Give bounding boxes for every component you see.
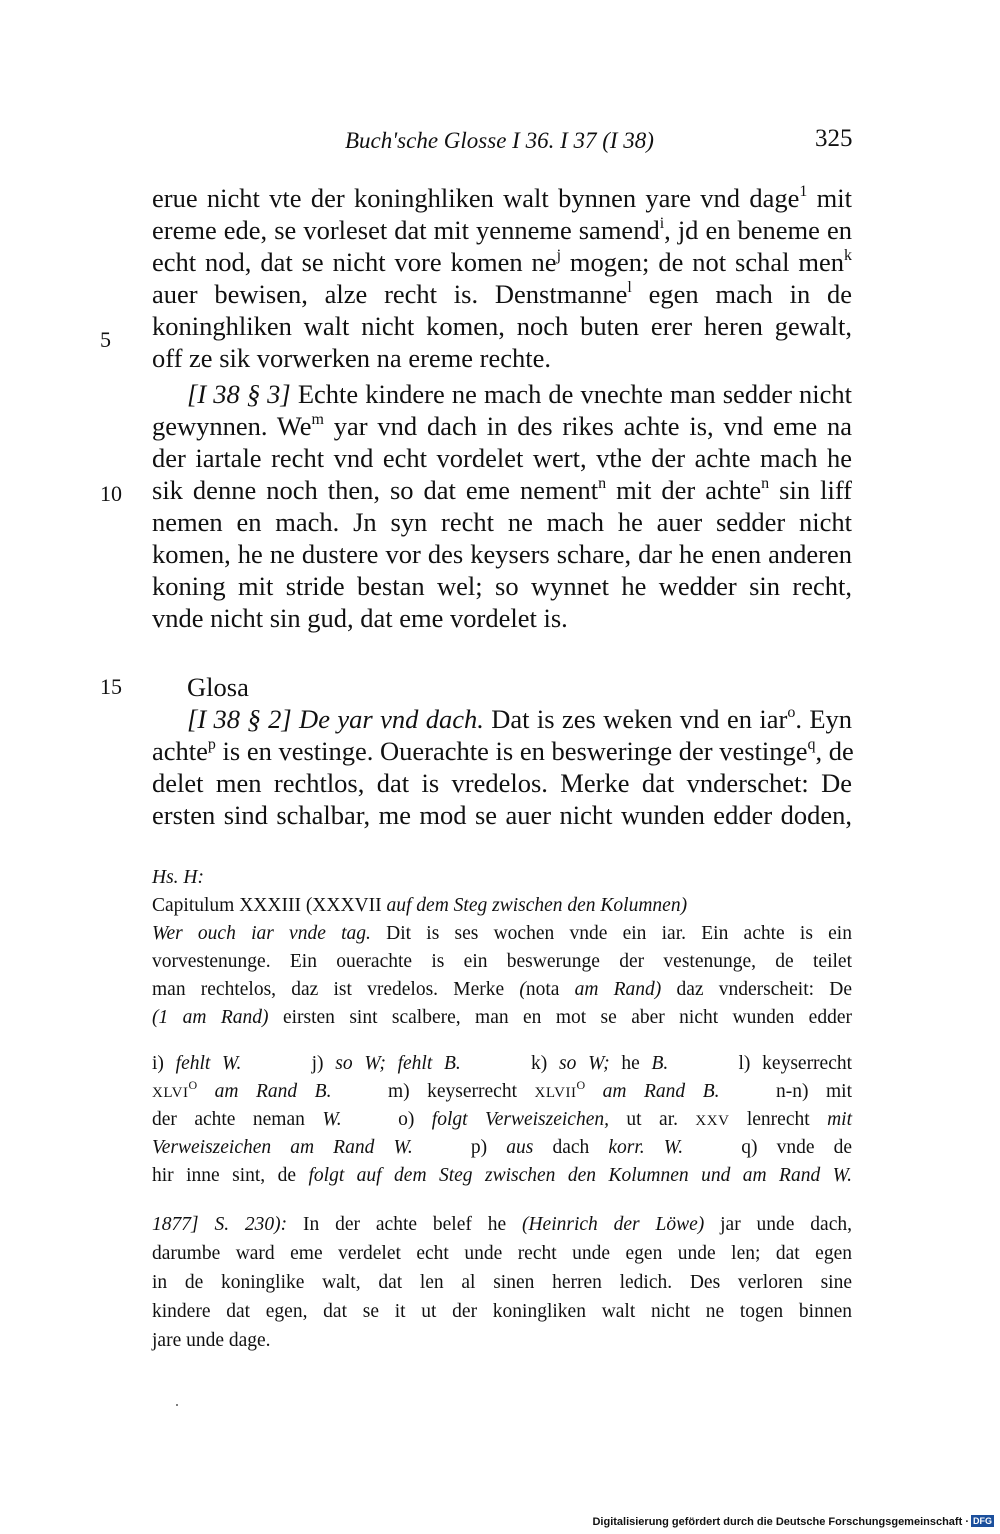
text-line: vnde nicht sin gud, dat eme vordelet is. (152, 603, 568, 633)
text-line: erue nicht vte der koninghliken walt bynnen yare vnd dage$^1$ mit (152, 183, 852, 213)
footnote-line: i) fehlt W. j) so W; fehlt B. k) so W; he B. l) keyserrecht (152, 1053, 853, 1074)
line-number: 15 (100, 674, 122, 699)
text-line: vorvestenunge. Ein ouerachte is ein beswerunge der vestenunge, de teilet (152, 951, 852, 972)
footnote-line: Verweiszeichen am Rand W. p) aus dach korr. W. q) vnde de (152, 1137, 852, 1158)
manuscript-siglum: Hs. H: (152, 867, 204, 888)
text-line: nemen en mach. Jn syn recht ne mach he auer sedder nicht (152, 507, 852, 537)
text-line: sik denne noch then, so dat eme nement$^n$ mit der achte$^n$ sin liff (152, 475, 852, 505)
text-line: off ze sik vorwerken na ereme rechte. (152, 343, 552, 373)
text-line: Wer ouch iar vnde tag. Dit is ses wochen vnde ein iar. Ein achte is ein (152, 923, 852, 944)
text-line: Capitulum XXXIII (XXXVII auf dem Steg zwischen den Kolumnen) (152, 895, 688, 916)
text-line: [I 38 § 2] De yar vnd dach. Dat is zes weken vnd en iar$^o$. Eyn (187, 704, 853, 734)
footnote-line: der achte neman W. o) folgt Verweiszeichen, ut ar. XXV lenrecht mit (152, 1109, 853, 1130)
text-line: darumbe ward eme verdelet echt unde recht unde egen unde len; dat egen (152, 1243, 852, 1264)
lemma: De yar vnd dach. (291, 704, 484, 734)
text-line: 1877] S. 230): In der achte belef he (Heinrich der Löwe) jar unde dach, (152, 1214, 852, 1235)
section-reference: [I 38 § 2] (187, 704, 292, 734)
text-line: gewynnen. We$^m$ yar vnd dach in des rikes achte is, vnd eme na (152, 411, 852, 441)
text-line: delet men rechtlos, dat is vredelos. Merke dat vnderschet: De (152, 768, 852, 798)
dfg-logo-icon: DFG (973, 1516, 992, 1526)
speck (176, 1404, 178, 1406)
text-line: der iartale recht vnd echt vordelet wert, vthe der achte mach he (152, 443, 852, 473)
glosa-heading: Glosa (187, 672, 249, 702)
text-line: [I 38 § 3] Echte kindere ne mach de vnechte man sedder nicht (187, 379, 852, 409)
running-head (0, 125, 1000, 162)
text-line: achte$^p$ is en vestinge. Oueracht​e is en besweringe der vestinge$^q$, de (152, 736, 854, 766)
footnote-line: $XLVI^O$ am Rand B. m) keyserrecht $XLVII^O$ am Rand B. n-n) mit (152, 1078, 853, 1102)
text-line: koninghliken walt nicht komen, noch buten erer heren gewalt, (152, 311, 852, 341)
text-line: kindere dat egen, dat se it ut der koningliken walt nicht ne togen binnen (152, 1301, 852, 1322)
text-line: ereme ede, se vorleset dat mit yenneme samend$^i$, jd en beneme en (152, 215, 852, 245)
text-line: jare unde dage. (152, 1330, 271, 1351)
section-reference: [I 38 § 3] (187, 379, 291, 409)
line-number: 5 (100, 327, 111, 352)
text-line: (1 am Rand) eirsten sint scalbere, man en mot se aber nicht wunden edder (152, 1007, 852, 1028)
text-line: in de koninglike walt, dat len al sinen herren ledich. Des verloren sine (152, 1272, 852, 1293)
running-title: Buch'sche Glosse I 36. I 37 (I 38) (345, 128, 654, 153)
text-line: echt nod, dat se nicht vore komen $ne^j$ mogen; de not schal men$^k$ (152, 247, 853, 277)
text-line: ersten sind schalbar, me mod se auer nicht wunden edder doden, (152, 800, 852, 830)
dfg-credit-text: Digitalisierung gefördert durch die Deutsche Forschungsgemeinschaft (592, 1516, 963, 1528)
text-line: komen, he ne dustere vor des keysers schare, dar he enen anderen (152, 539, 852, 569)
dfg-credit[interactable]: Digitalisierung gefördert durch die Deutsche Forschungsgemeinschaft · DFG (592, 1516, 992, 1528)
text-line: koning mit stride bestan wel; so wynnet he wedder sin recht, (152, 571, 852, 601)
text-line: auer bewisen, alze recht is. Denstmanne$^l$ egen mach in de (152, 279, 852, 309)
line-number: 10 (100, 481, 122, 506)
footnote-line: hir inne sint, de folgt auf dem Steg zwischen den Kolumnen und am Rand W. (152, 1165, 852, 1186)
page-number: 325 (815, 125, 853, 152)
text-line: man rechtelos, daz ist vredelos. Merke (nota am Rand) daz vnderscheit: De (152, 979, 852, 1000)
